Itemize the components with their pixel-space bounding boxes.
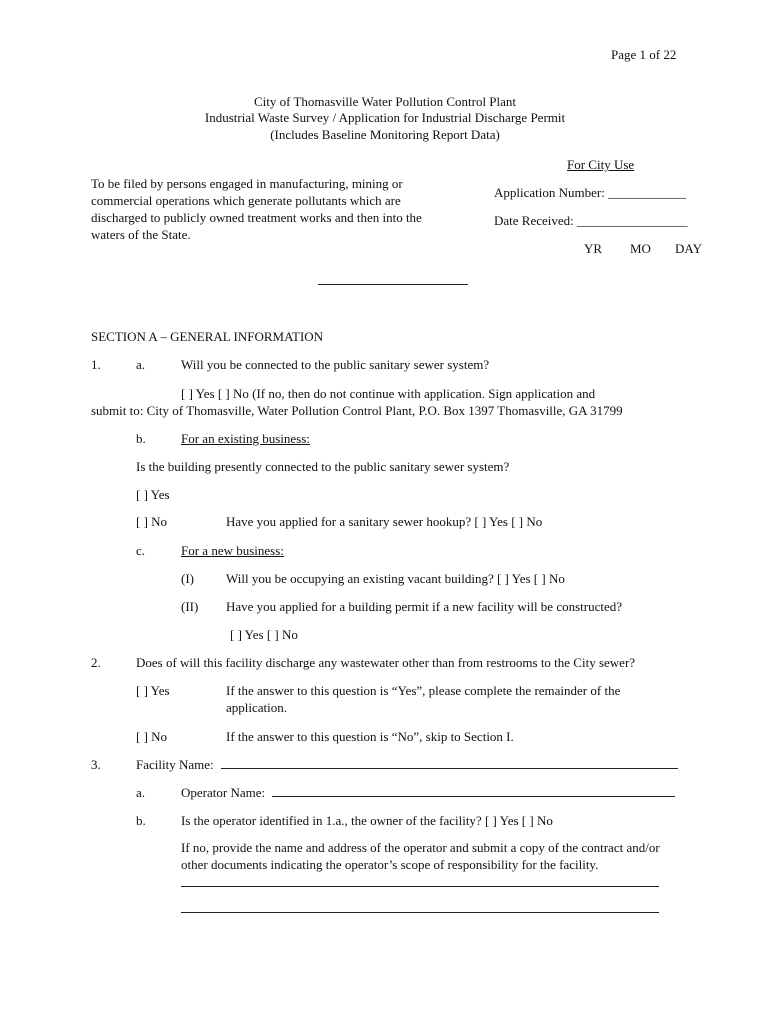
q1c-letter: c.: [136, 543, 146, 558]
q2-number: 2.: [91, 655, 101, 670]
q1a-options: [ ] Yes [ ] No (If no, then do not continue with application. Sign application and: [181, 386, 596, 401]
q3-number: 3.: [91, 757, 101, 772]
q1-number: 1.: [91, 357, 101, 372]
q1c-i-question[interactable]: Will you be occupying an existing vacant building? [ ] Yes [ ] No: [226, 571, 565, 586]
facility-name-label: Facility Name:: [136, 757, 214, 772]
q2-yes-checkbox[interactable]: [ ] Yes: [136, 683, 170, 698]
q1c-ii-options[interactable]: [ ] Yes [ ] No: [230, 627, 298, 642]
q3a-letter: a.: [136, 785, 146, 800]
q1a-submit-address: submit to: City of Thomasville, Water Pollution Control Plant, P.O. Box 1397 Thomasville, GA 31799: [91, 403, 623, 418]
q1b-yes-checkbox[interactable]: [ ] Yes: [136, 487, 170, 502]
yr-label: YR: [584, 241, 603, 256]
page-number: Page 1 of 22: [611, 47, 677, 62]
q1a-letter: a.: [136, 357, 146, 372]
q2-text: Does of will this facility discharge any wastewater other than from restrooms to the City sewer?: [136, 655, 636, 670]
q2-no-checkbox[interactable]: [ ] No: [136, 729, 168, 744]
section-a-title: SECTION A – GENERAL INFORMATION: [91, 329, 324, 344]
city-use-title: For City Use: [567, 157, 635, 172]
q1b-letter: b.: [136, 431, 146, 446]
q1b-question: Is the building presently connected to the public sanitary sewer system?: [136, 459, 510, 474]
q1b-hookup-question[interactable]: Have you applied for a sanitary sewer hookup? [ ] Yes [ ] No: [226, 514, 543, 529]
q1b-no-checkbox[interactable]: [ ] No: [136, 514, 168, 529]
operator-details-line-1[interactable]: [181, 886, 659, 887]
day-label: DAY: [675, 241, 702, 256]
q1c-ii-label: (II): [181, 599, 199, 614]
q2-yes-instruction: If the answer to this question is “Yes”, please complete the remainder of the application.: [226, 683, 621, 715]
date-received-label: Date Received: _________________: [494, 213, 688, 228]
q2-no-instruction: If the answer to this question is “No”, skip to Section I.: [226, 729, 514, 744]
intro-text: To be filed by persons engaged in manufacturing, mining or commercial operations which generate pollutants which are discharged to publicly owned treatment works and then into the waters of the State.: [91, 176, 422, 242]
q3b-instruction: If no, provide the name and address of the operator and submit a copy of the contract and/or other documents indicating the operator’s scope of responsibility for the facility.: [181, 840, 660, 872]
header-line-1: City of Thomasville Water Pollution Control Plant: [253, 94, 517, 109]
q1c-heading: For a new business:: [181, 543, 284, 558]
mo-label: MO: [630, 241, 651, 256]
application-number-label: Application Number: ____________: [494, 185, 687, 200]
q3b-letter: b.: [136, 813, 146, 828]
q1c-i-label: (I): [181, 571, 194, 586]
operator-name-label: Operator Name:: [181, 785, 266, 800]
operator-details-line-2[interactable]: [181, 912, 659, 913]
q3b-owner-question[interactable]: Is the operator identified in 1.a., the owner of the facility? [ ] Yes [ ] No: [181, 813, 553, 828]
operator-name-field[interactable]: [272, 796, 675, 797]
q1a-text: Will you be connected to the public sanitary sewer system?: [181, 357, 490, 372]
q1c-ii-question: Have you applied for a building permit if a new facility will be constructed?: [226, 599, 623, 614]
q1b-heading: For an existing business:: [181, 431, 310, 446]
header-divider: [318, 284, 468, 285]
header-line-3: (Includes Baseline Monitoring Report Data): [270, 127, 500, 142]
facility-name-field[interactable]: [221, 768, 678, 769]
header-line-2: Industrial Waste Survey / Application for Industrial Discharge Permit: [204, 110, 566, 125]
